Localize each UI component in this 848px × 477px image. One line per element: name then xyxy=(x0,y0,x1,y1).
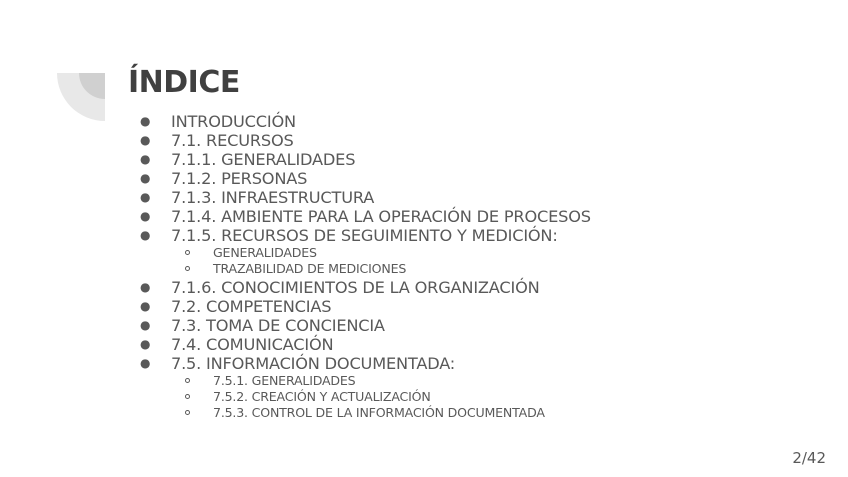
toc-item-label: 7.1.5. RECURSOS DE SEGUIMIENTO Y MEDICIÓN: xyxy=(171,226,558,245)
toc-item-label: 7.2. COMPETENCIAS xyxy=(171,296,332,316)
hollow-bullet-icon xyxy=(185,410,190,415)
toc-item xyxy=(140,188,591,207)
bullet-icon: ● xyxy=(140,152,151,166)
toc-subitem xyxy=(140,261,591,277)
toc-item-label: 7.1.6. CONOCIMIENTOS DE LA ORGANIZACIÓN xyxy=(171,277,540,297)
toc-subitem xyxy=(140,245,591,261)
table-of-contents xyxy=(140,112,591,421)
toc-item-label: 7.1.2. PERSONAS xyxy=(171,169,308,188)
bullet-icon: ● xyxy=(140,171,151,185)
toc-item xyxy=(140,278,591,297)
toc-subitem-label: 7.5.2. CREACIÓN Y ACTUALIZACIÓN xyxy=(213,388,431,404)
hollow-bullet-icon xyxy=(185,250,190,255)
bullet-icon: ● xyxy=(140,279,151,294)
toc-item-label: 7.3. TOMA DE CONCIENCIA xyxy=(171,315,385,335)
toc-item-label: 7.1.4. AMBIENTE PARA LA OPERACIÓN DE PROCESOS xyxy=(171,207,591,226)
toc-item xyxy=(140,335,591,354)
toc-item xyxy=(140,297,591,316)
toc-item xyxy=(140,150,591,169)
bullet-icon: ● xyxy=(140,114,151,128)
toc-subitem xyxy=(140,373,591,389)
toc-item-label: 7.1. RECURSOS xyxy=(171,131,294,150)
toc-sublist xyxy=(171,245,591,278)
page-number: 2/42 xyxy=(792,449,826,467)
toc-item-label: 7.1.1. GENERALIDADES xyxy=(171,150,356,169)
toc-subitem-label: GENERALIDADES xyxy=(213,245,317,260)
toc-subitem-label: TRAZABILIDAD DE MEDICIONES xyxy=(213,261,407,277)
toc-item-label: INTRODUCCIÓN xyxy=(171,112,296,131)
hollow-bullet-icon xyxy=(185,378,190,383)
slide-title: ÍNDICE xyxy=(128,65,240,100)
toc-subitem xyxy=(140,389,591,405)
toc-subitem-label: 7.5.3. CONTROL DE LA INFORMACIÓN DOCUMENTADA xyxy=(213,405,545,421)
bullet-icon: ● xyxy=(140,336,151,351)
toc-item xyxy=(140,316,591,335)
toc-item xyxy=(140,207,591,226)
toc-subitem xyxy=(140,405,591,421)
toc-subitem-label: 7.5.1. GENERALIDADES xyxy=(213,372,356,388)
bullet-icon: ● xyxy=(140,355,151,370)
toc-sublist xyxy=(171,373,591,422)
toc-item-label: 7.5. INFORMACIÓN DOCUMENTADA: xyxy=(171,353,456,373)
bullet-icon: ● xyxy=(140,317,151,332)
bullet-icon: ● xyxy=(140,228,151,242)
toc-item-label: 7.4. COMUNICACIÓN xyxy=(171,334,334,354)
toc-item xyxy=(140,112,591,131)
toc-item-label: 7.1.3. INFRAESTRUCTURA xyxy=(171,188,375,207)
toc-item xyxy=(140,131,591,150)
toc-item xyxy=(140,354,591,422)
bullet-icon: ● xyxy=(140,133,151,147)
quarter-circle-corner-icon xyxy=(57,73,105,121)
bullet-icon: ● xyxy=(140,209,151,223)
hollow-bullet-icon xyxy=(185,266,190,271)
bullet-icon: ● xyxy=(140,298,151,313)
hollow-bullet-icon xyxy=(185,394,190,399)
toc-item xyxy=(140,169,591,188)
toc-item xyxy=(140,226,591,278)
bullet-icon: ● xyxy=(140,190,151,204)
